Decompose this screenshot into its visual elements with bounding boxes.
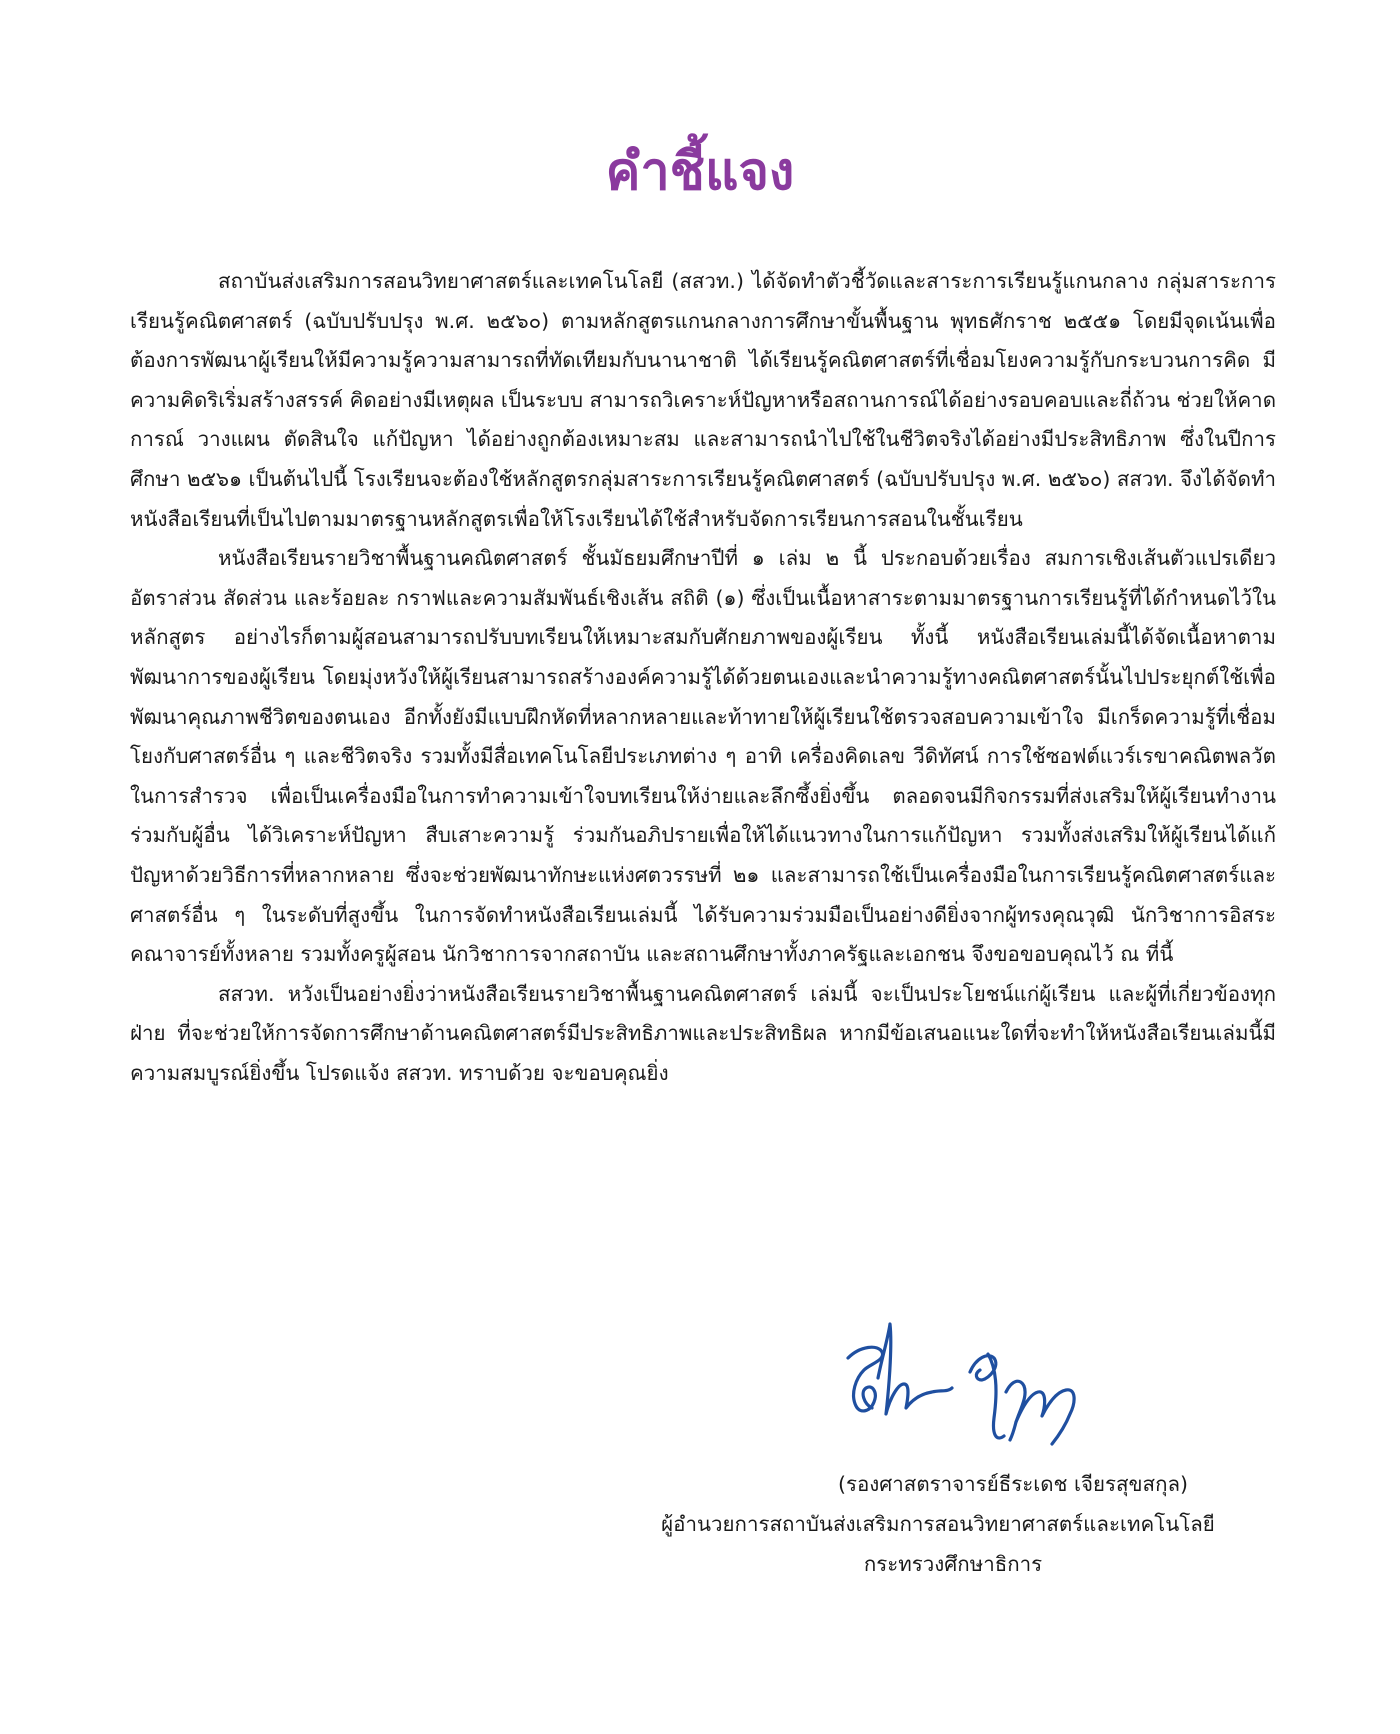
paragraph-3: สสวท. หวังเป็นอย่างยิ่งว่าหนังสือเรียนรายวิชาพื้นฐานคณิตศาสตร์ เล่มนี้ จะเป็นประโยชน์แก่ผู้เรียน และผู้ที่เกี่ยวข้องทุกฝ่าย ที่จะช่วยให้การจัดการศึกษาด้านคณิตศาสตร์มีประสิทธิภาพและประสิทธิผล หากมีข้อเสนอแนะใดที่จะทำให้หนังสือเรียนเล่มนี้มีความสมบูรณ์ยิ่งขึ้น โปรดแจ้ง สสวท. ทราบด้วย จะขอบคุณยิ่ง xyxy=(130,981,1276,1085)
signatory-block xyxy=(600,1464,1276,1584)
paragraph-1: สถาบันส่งเสริมการสอนวิทยาศาสตร์และเทคโนโลยี (สสวท.) ได้จัดทำตัวชี้วัดและสาระการเรียนรู้แกนกลาง กลุ่มสาระการเรียนรู้คณิตศาสตร์ (ฉบับปรับปรุง พ.ศ. ๒๕๖๐) ตามหลักสูตรแกนกลางการศึกษาขั้นพื้นฐาน พุทธศักราช ๒๕๕๑ โดยมีจุดเน้นเพื่อต้องการพัฒนาผู้เรียนให้มีความรู้ความสามารถที่ทัดเทียมกับนานาชาติ ได้เรียนรู้คณิตศาสตร์ที่เชื่อมโยงความรู้กับกระบวนการคิด มีความคิดริเริ่มสร้างสรรค์ คิดอย่างมีเหตุผล เป็นระบบ สามารถวิเคราะห์ปัญหาหรือสถานการณ์ได้อย่างรอบคอบและถี่ถ้วน ช่วยให้คาดการณ์ วางแผน ตัดสินใจ แก้ปัญหา ได้อย่างถูกต้องเหมาะสม และสามารถนำไปใช้ในชีวิตจริงได้อย่างมีประสิทธิภาพ ซึ่งในปีการศึกษา ๒๕๖๑ เป็นต้นไปนี้ โรงเรียนจะต้องใช้หลักสูตรกลุ่มสาระการเรียนรู้คณิตศาสตร์ (ฉบับปรับปรุง พ.ศ. ๒๕๖๐) สสวท. จึงได้จัดทำหนังสือเรียนที่เป็นไปตามมาตรฐานหลักสูตรเพื่อให้โรงเรียนได้ใช้สำหรับจัดการเรียนการสอนในชั้นเรียน xyxy=(130,269,1277,531)
signatory-position: ผู้อำนวยการสถาบันส่งเสริมการสอนวิทยาศาสตร์และเทคโนโลยี xyxy=(661,1512,1215,1536)
document-body xyxy=(130,262,1276,1093)
page-title: คำชี้แจง xyxy=(605,142,795,202)
signatory-name: (รองศาสตราจารย์ธีระเดช เจียรสุขสกุล) xyxy=(837,1472,1189,1496)
signature-icon xyxy=(820,1318,1090,1458)
paragraph-2: หนังสือเรียนรายวิชาพื้นฐานคณิตศาสตร์ ชั้นมัธยมศึกษาปีที่ ๑ เล่ม ๒ นี้ ประกอบด้วยเรื่อง สมการเชิงเส้นตัวแปรเดียว อัตราส่วน สัดส่วน และร้อยละ กราฟและความสัมพันธ์เชิงเส้น สถิติ (๑) ซึ่งเป็นเนื้อหาสาระตามมาตรฐานการเรียนรู้ที่ได้กำหนดไว้ในหลักสูตร อย่างไรก็ตามผู้สอนสามารถปรับบทเรียนให้เหมาะสมกับศักยภาพของผู้เรียน ทั้งนี้ หนังสือเรียนเล่มนี้ได้จัดเนื้อหาตามพัฒนาการของผู้เรียน โดยมุ่งหวังให้ผู้เรียนสามารถสร้างองค์ความรู้ได้ด้วยตนเองและนำความรู้ทางคณิตศาสตร์นั้นไปประยุกต์ใช้เพื่อพัฒนาคุณภาพชีวิตของตนเอง อีกทั้งยังมีแบบฝึกหัดที่หลากหลายและท้าทายให้ผู้เรียนใช้ตรวจสอบความเข้าใจ มีเกร็ดความรู้ที่เชื่อมโยงกับศาสตร์อื่น ๆ และชีวิตจริง รวมทั้งมีสื่อเทคโนโลยีประเภทต่าง ๆ อาทิ เครื่องคิดเลข วีดิทัศน์ การใช้ซอฟต์แวร์เรขาคณิตพลวัตในการสำรวจ เพื่อเป็นเครื่องมือในการทำความเข้าใจบทเรียนให้ง่ายและลึกซึ้งยิ่งขึ้น ตลอดจนมีกิจกรรมที่ส่งเสริมให้ผู้เรียนทำงานร่วมกับผู้อื่น ได้วิเคราะห์ปัญหา สืบเสาะความรู้ ร่วมกันอภิปรายเพื่อให้ได้แนวทางในการแก้ปัญหา รวมทั้งส่งเสริมให้ผู้เรียนได้แก้ปัญหาด้วยวิธีการที่หลากหลาย ซึ่งจะช่วยพัฒนาทักษะแห่งศตวรรษที่ ๒๑ และสามารถใช้เป็นเครื่องมือในการเรียนรู้คณิตศาสตร์และศาสตร์อื่น ๆ ในระดับที่สูงขึ้น ในการจัดทำหนังสือเรียนเล่มนี้ ได้รับความร่วมมือเป็นอย่างดียิ่งจากผู้ทรงคุณวุฒิ นักวิชาการอิสระ คณาจารย์ทั้งหลาย รวมทั้งครูผู้สอน นักวิชาการจากสถาบัน และสถานศึกษาทั้งภาครัฐและเอกชน จึงขอขอบคุณไว้ ณ ที่นี้ xyxy=(130,546,1276,967)
signature-image xyxy=(820,1318,1090,1458)
signatory-ministry: กระทรวงศึกษาธิการ xyxy=(863,1552,1043,1576)
